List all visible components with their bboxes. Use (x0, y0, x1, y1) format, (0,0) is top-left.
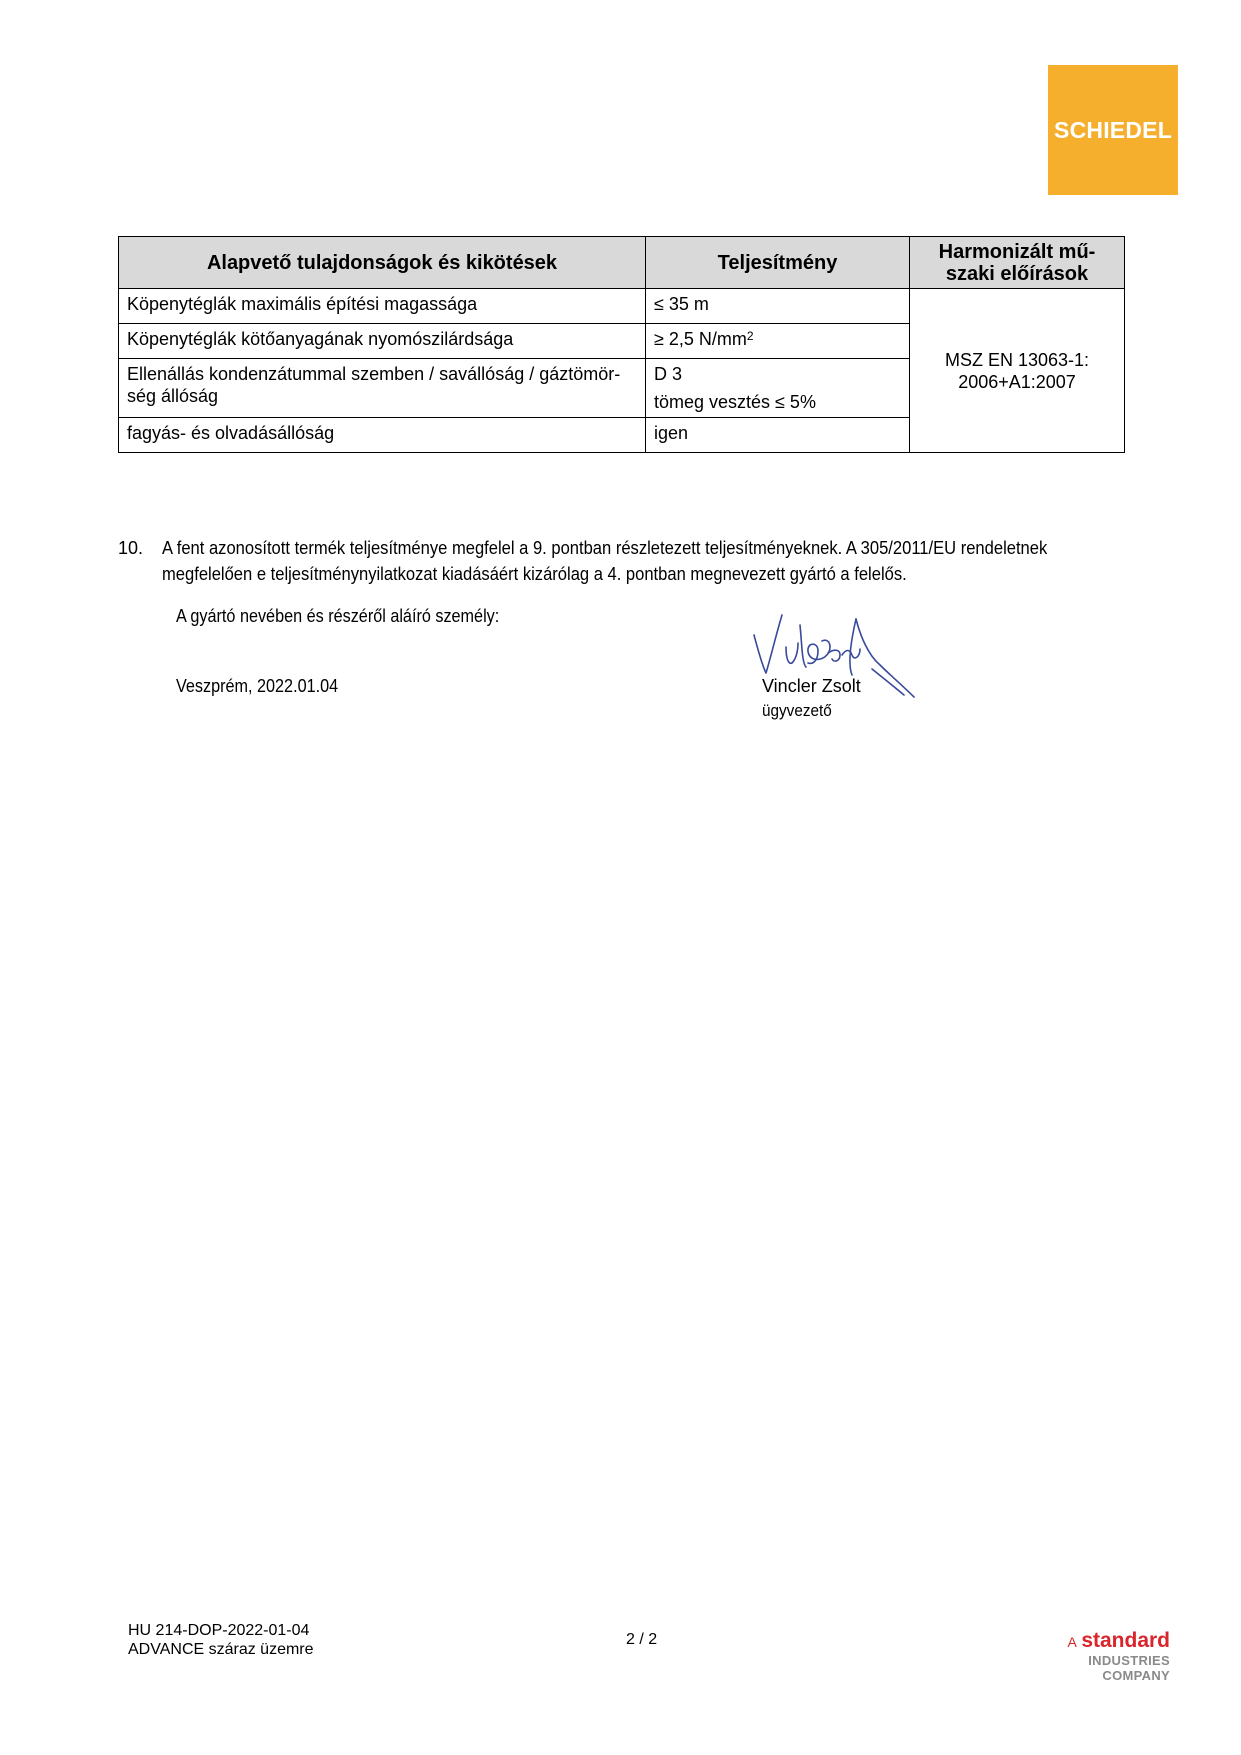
place-date: Veszprém, 2022.01.04 (176, 676, 339, 696)
row-property: Ellenállás kondenzátummal szemben / savállóság / gáztömör-ség állóság (119, 359, 646, 418)
row-value: ≥ 2,5 N/mm (654, 329, 747, 349)
signer-name: Vincler Zsolt (762, 676, 861, 696)
section-text: A fent azonosított termék teljesítménye megfelel a 9. pontban részletezett teljesítményeknek. A 305/2011/EU rendeletnek megfelelően e teljesítménynyilatkozat kiadásáért kizárólag a 4. pontban megnevezett gyártó a felelős. (162, 538, 1048, 584)
row-property: Köpenytéglák maximális építési magassága (119, 289, 646, 324)
section-10 (118, 535, 1128, 587)
footer-product: ADVANCE száraz üzemre (128, 1641, 314, 1658)
norm-cell (910, 289, 1125, 453)
row-value-line2: tömeg vesztés ≤ 5% (654, 392, 816, 412)
value-superscript: 2 (746, 329, 754, 343)
footer-doc-id: HU 214-DOP-2022-01-04 (128, 1622, 310, 1639)
properties-table (118, 236, 1125, 453)
table-header-row (119, 237, 1125, 289)
header-performance: Teljesítmény (646, 237, 910, 289)
signer-title: ügyvezető (762, 701, 832, 720)
norm-line-2: 2006+A1:2007 (958, 371, 1076, 392)
schiedel-logo (1048, 65, 1178, 195)
row-property: Köpenytéglák kötőanyagának nyomószilárdsága (119, 324, 646, 359)
standard-industries-logo (1020, 1629, 1170, 1683)
row-value-cell (646, 324, 910, 359)
header-properties: Alapvető tulajdonságok és kikötések (119, 237, 646, 289)
brand-sub: INDUSTRIES COMPANY (1088, 1653, 1170, 1683)
brand-prefix: A (1067, 1634, 1077, 1650)
header-norms: Harmonizált mű-szaki előírások (910, 237, 1125, 289)
row-value: ≤ 35 m (646, 289, 910, 324)
row-value-cell (646, 359, 910, 418)
signatory-intro: A gyártó nevében és részéről aláíró személy: (176, 606, 500, 626)
page-number: 2 / 2 (626, 1631, 658, 1648)
logo-text: SCHIEDEL (1054, 116, 1172, 143)
brand-name: standard (1081, 1629, 1170, 1652)
row-property: fagyás- és olvadásállóság (119, 418, 646, 453)
norm-line-1: MSZ EN 13063-1: (944, 349, 1090, 370)
table-row (119, 289, 1125, 324)
footer-doc-info (128, 1621, 314, 1659)
row-value: D 3 (654, 364, 683, 384)
section-number: 10. (118, 538, 144, 558)
row-value: igen (646, 418, 910, 453)
